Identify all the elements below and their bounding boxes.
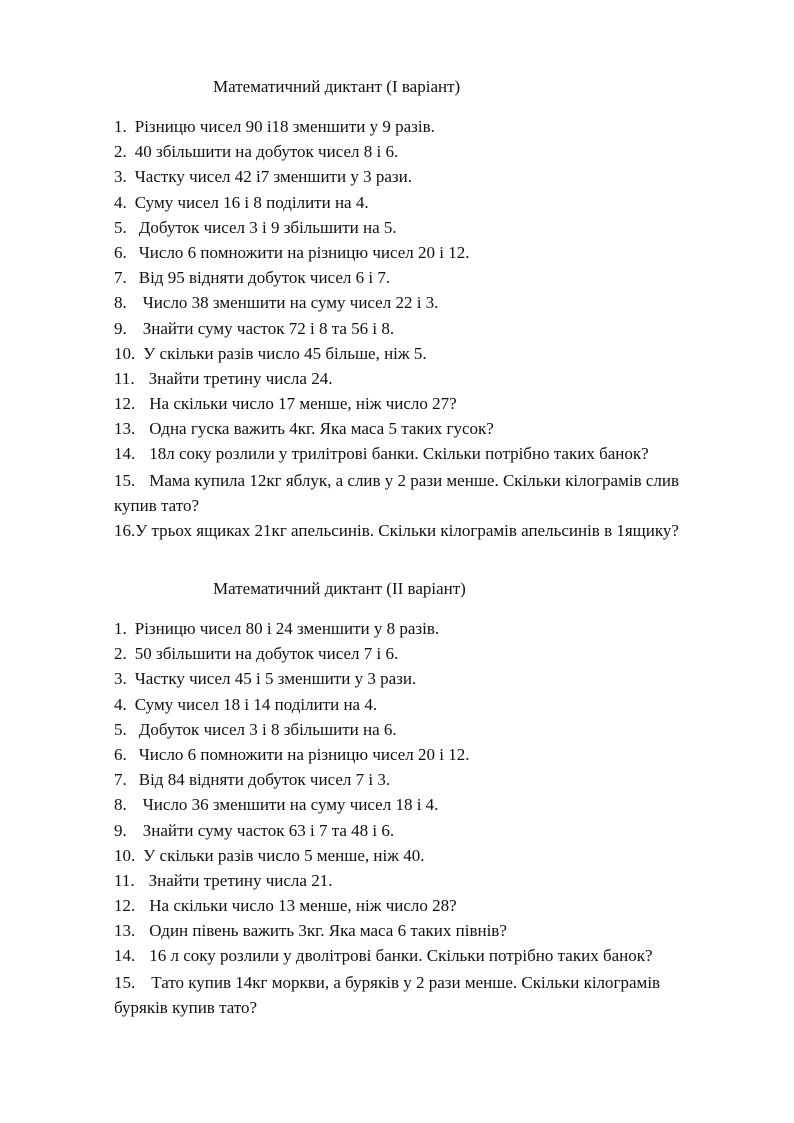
task-number: 15. bbox=[114, 470, 136, 490]
task-number: 9. bbox=[114, 318, 127, 338]
task-number: 13. bbox=[114, 419, 136, 439]
task-item bbox=[114, 668, 744, 693]
task-text: 50 збільшити на добуток чисел 7 і 6. bbox=[134, 644, 399, 664]
task-item bbox=[114, 895, 744, 920]
task-text: Від 84 відняти добуток чисел 7 і 3. bbox=[138, 770, 391, 790]
task-text: Число 36 зменшити на суму чисел 18 і 4. bbox=[142, 795, 439, 815]
task-number: 7. bbox=[114, 268, 127, 288]
task-number: 10. bbox=[114, 845, 136, 865]
task-line-2: буряків купив тато? bbox=[114, 997, 258, 1017]
task-text: Різницю чисел 80 і 24 зменшити у 8 разів. bbox=[134, 619, 440, 638]
variant-2-title: Математичний диктант (ІІ варіант) bbox=[213, 579, 466, 598]
task-text: Частку чисел 45 і 5 зменшити у 3 рази. bbox=[134, 669, 417, 689]
task-item bbox=[114, 292, 744, 317]
task-number: 12. bbox=[114, 394, 136, 414]
task-number: 10. bbox=[114, 343, 136, 363]
task-item bbox=[114, 343, 744, 368]
task-text: Знайти суму часток 72 і 8 та 56 і 8. bbox=[142, 318, 395, 338]
task-number: 2. bbox=[114, 142, 127, 162]
task-text: Добуток чисел 3 і 9 збільшити на 5. bbox=[138, 217, 397, 237]
task-number: 2. bbox=[114, 644, 127, 664]
task-text: Один півень важить 3кг. Яка маса 6 таких півнів? bbox=[149, 921, 507, 941]
task-number: 4. bbox=[114, 694, 127, 714]
task-text-block bbox=[114, 970, 744, 1020]
task-item bbox=[114, 468, 744, 518]
task-number: 13. bbox=[114, 921, 136, 941]
task-item bbox=[114, 318, 744, 343]
task-item bbox=[114, 945, 744, 970]
task-line-1 bbox=[114, 970, 744, 995]
task-number: 8. bbox=[114, 795, 127, 815]
variant-1-title: Математичний диктант (І варіант) bbox=[213, 77, 461, 96]
task-number: 5. bbox=[114, 719, 127, 739]
task-text: Добуток чисел 3 і 8 збільшити на 6. bbox=[138, 719, 397, 739]
task-number: 8. bbox=[114, 293, 127, 313]
task-number: 5. bbox=[114, 217, 127, 237]
task-number: 11. bbox=[114, 870, 135, 890]
task-item bbox=[114, 970, 744, 1020]
task-text: Знайти третину числа 24. bbox=[148, 368, 333, 388]
task-line-1 bbox=[114, 468, 744, 493]
task-item bbox=[114, 217, 744, 242]
task-item bbox=[114, 418, 744, 443]
task-text: У трьох ящиках 21кг апельсинів. Скільки кілограмів апельсинів в 1ящику? bbox=[135, 520, 679, 540]
task-text: У скільки разів число 45 більше, ніж 5. bbox=[143, 343, 427, 363]
task-number: 11. bbox=[114, 368, 135, 388]
task-item bbox=[114, 618, 744, 643]
task-line-2: купив тато? bbox=[114, 495, 199, 515]
task-item bbox=[114, 744, 744, 769]
task-item bbox=[114, 443, 744, 468]
task-number: 1. bbox=[114, 619, 127, 638]
variant-1-task-list bbox=[114, 116, 744, 545]
task-item bbox=[114, 769, 744, 794]
task-text: 40 збільшити на добуток чисел 8 і 6. bbox=[134, 142, 399, 162]
variant-2-task-list bbox=[114, 618, 744, 1022]
task-number: 15. bbox=[114, 972, 136, 992]
task-item bbox=[114, 820, 744, 845]
task-item bbox=[114, 719, 744, 744]
task-item bbox=[114, 192, 744, 217]
task-text: Число 6 помножити на різницю чисел 20 і 12. bbox=[138, 744, 470, 764]
task-item bbox=[114, 242, 744, 267]
task-item bbox=[114, 694, 744, 719]
task-item bbox=[114, 643, 744, 668]
task-item bbox=[114, 794, 744, 819]
task-text: Знайти суму часток 63 і 7 та 48 і 6. bbox=[142, 820, 395, 840]
task-text: Знайти третину числа 21. bbox=[148, 870, 333, 890]
task-item bbox=[114, 393, 744, 418]
task-text-block bbox=[114, 468, 744, 518]
task-item bbox=[114, 368, 744, 393]
task-item bbox=[114, 870, 744, 895]
task-text: Число 38 зменшити на суму чисел 22 і 3. bbox=[142, 293, 439, 313]
task-item bbox=[114, 845, 744, 870]
task-text: Число 6 помножити на різницю чисел 20 і 12. bbox=[138, 242, 470, 262]
task-item bbox=[114, 166, 744, 191]
task-item bbox=[114, 920, 744, 945]
task-number: 14. bbox=[114, 946, 136, 966]
task-text: На скільки число 13 менше, ніж число 28? bbox=[149, 896, 457, 916]
task-number: 4. bbox=[114, 192, 127, 212]
task-text: Суму чисел 16 і 8 поділити на 4. bbox=[134, 192, 369, 212]
task-text: Тато купив 14кг моркви, а буряків у 2 рази менше. Скільки кілограмів bbox=[151, 972, 661, 992]
task-item bbox=[114, 141, 744, 166]
task-item bbox=[114, 520, 744, 545]
task-text: 16 л соку розлили у дволітрові банки. Скільки потрібно таких банок? bbox=[149, 946, 653, 966]
task-number: 14. bbox=[114, 444, 136, 464]
task-number: 3. bbox=[114, 167, 127, 187]
task-text: У скільки разів число 5 менше, ніж 40. bbox=[143, 845, 425, 865]
task-item bbox=[114, 267, 744, 292]
task-text: Одна гуска важить 4кг. Яка маса 5 таких гусок? bbox=[149, 419, 494, 439]
task-number: 16. bbox=[114, 520, 136, 540]
task-number: 3. bbox=[114, 669, 127, 689]
task-text: На скільки число 17 менше, ніж число 27? bbox=[149, 394, 457, 414]
task-text: 18л соку розлили у трилітрові банки. Скільки потрібно таких банок? bbox=[149, 444, 649, 464]
task-text: Від 95 відняти добуток чисел 6 і 7. bbox=[138, 268, 391, 288]
task-number: 1. bbox=[114, 117, 127, 136]
task-text: Різницю чисел 90 і18 зменшити у 9 разів. bbox=[134, 117, 435, 136]
task-text: Суму чисел 18 і 14 поділити на 4. bbox=[134, 694, 378, 714]
task-text: Мама купила 12кг яблук, а слив у 2 рази менше. Скільки кілограмів слив bbox=[149, 470, 680, 490]
task-text: Частку чисел 42 і7 зменшити у 3 рази. bbox=[134, 167, 412, 187]
task-number: 9. bbox=[114, 820, 127, 840]
task-number: 7. bbox=[114, 770, 127, 790]
task-item bbox=[114, 116, 744, 141]
task-number: 6. bbox=[114, 242, 127, 262]
task-number: 12. bbox=[114, 896, 136, 916]
task-number: 6. bbox=[114, 744, 127, 764]
